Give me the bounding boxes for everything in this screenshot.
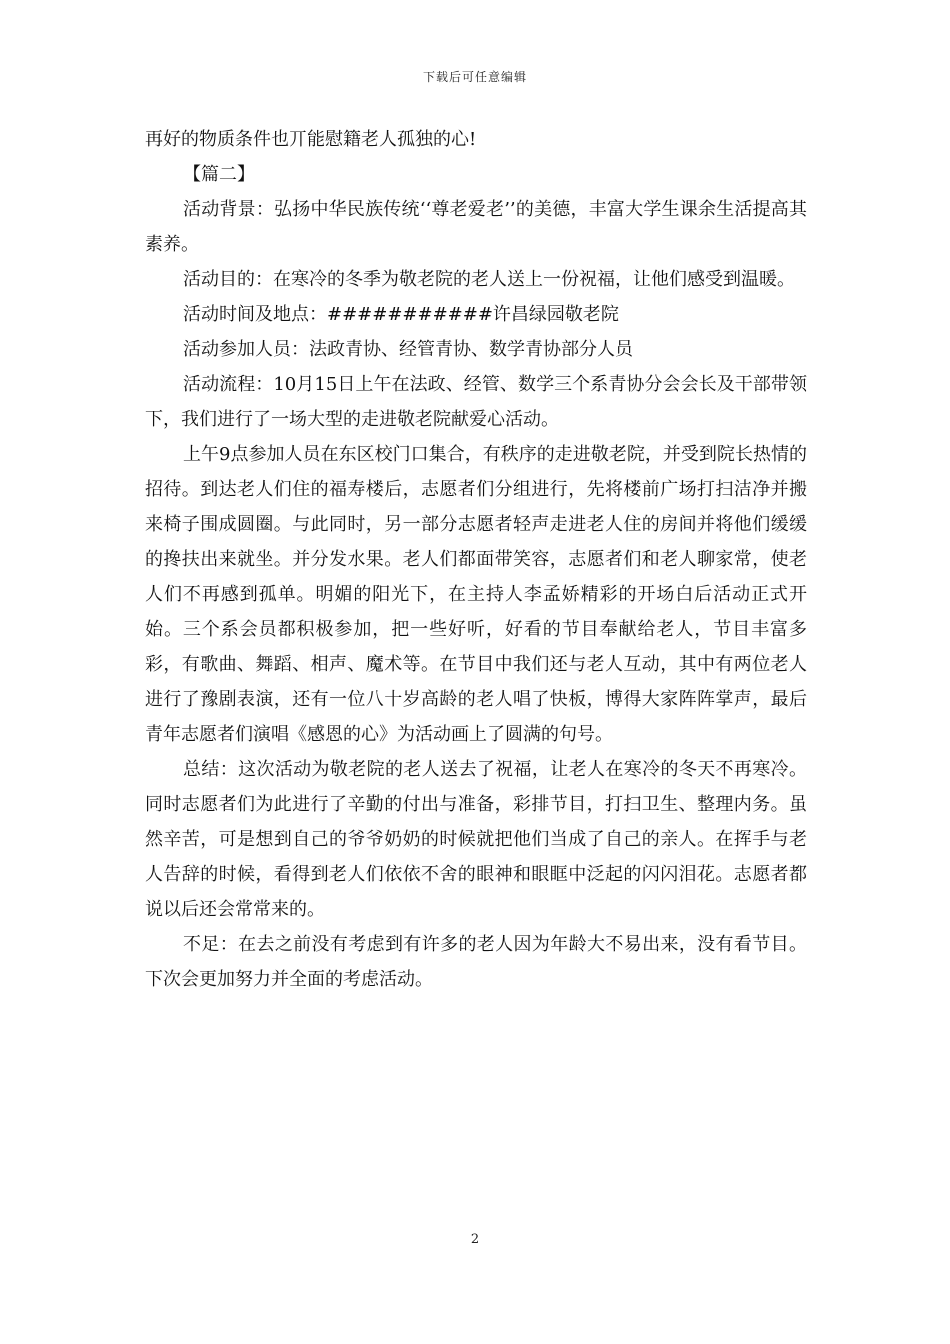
- paragraph-purpose: 活动目的：在寒冷的冬季为敬老院的老人送上一份祝福，让他们感受到温暖。: [183, 269, 795, 290]
- paragraph-continuation: 再好的物质条件也丌能慰籍老人孤独的心!: [145, 129, 477, 150]
- paragraph-details: 上午9点参加人员在东区校门口集合，有秩序的走进敬老院，并受到院长热情的招待。到达老人们住的福寿楼后，志愿者们分组进行，先将楼前广场打扫洁净并搬来椅子围成圆圈。与此同时，另一部分志愿者轻声走进老人住的房间并将他们缓缓的搀扶出来就坐。并分发水果。老人们都面带笑容，志愿者们和老人聊家常，使老人们不再感到孤单。明媚的阳光下，在主持人李孟娇精彩的开场白后活动正式开始。三个系会员都积极参加，把一些好听，好看的节目奉献给老人，节目丰富多彩，有歌曲、舞蹈、相声、魔术等。在节目中我们还与老人互动，其中有两位老人进行了豫剧表演，还有一位八十岁高龄的老人唱了快板，博得大家阵阵掌声，最后青年志愿者们演唱《感恩的心》为活动画上了圆满的句号。: [145, 444, 807, 745]
- paragraph-background: 活动背景：弘扬中华民族传统‘‘尊老爱老’’的美德，丰富大学生课余生活提高其素养。: [145, 199, 807, 255]
- section-heading: 【篇二】: [183, 164, 255, 185]
- paragraph-shortcomings: 不足：在去之前没有考虑到有许多的老人因为年龄大不易出来，没有看节目。下次会更加努力并全面的考虑活动。: [145, 934, 807, 990]
- document-body: [145, 122, 807, 997]
- paragraph-participants: 活动参加人员：法政青协、经管青协、数学青协部分人员: [183, 339, 633, 360]
- paragraph-summary: 总结：这次活动为敬老院的老人送去了祝福，让老人在寒冷的冬天不再寒冷。同时志愿者们为此进行了辛勤的付出与准备，彩排节目，打扫卫生、整理内务。虽然辛苦，可是想到自己的爷爷奶奶的时候就把他们当成了自己的亲人。在挥手与老人告辞的时候，看得到老人们依依不舍的眼神和眼眶中泛起的闪闪泪花。志愿者都说以后还会常常来的。: [145, 759, 807, 920]
- page-number: 2: [470, 1232, 480, 1247]
- paragraph-process: 活动流程：10月15日上午在法政、经管、数学三个系青协分会会长及干部带领下，我们进行了一场大型的走进敬老院献爱心活动。: [145, 374, 807, 430]
- page-header: 下载后可任意编辑: [422, 70, 527, 84]
- paragraph-time-place: 活动时间及地点：###########许昌绿园敬老院: [183, 304, 619, 325]
